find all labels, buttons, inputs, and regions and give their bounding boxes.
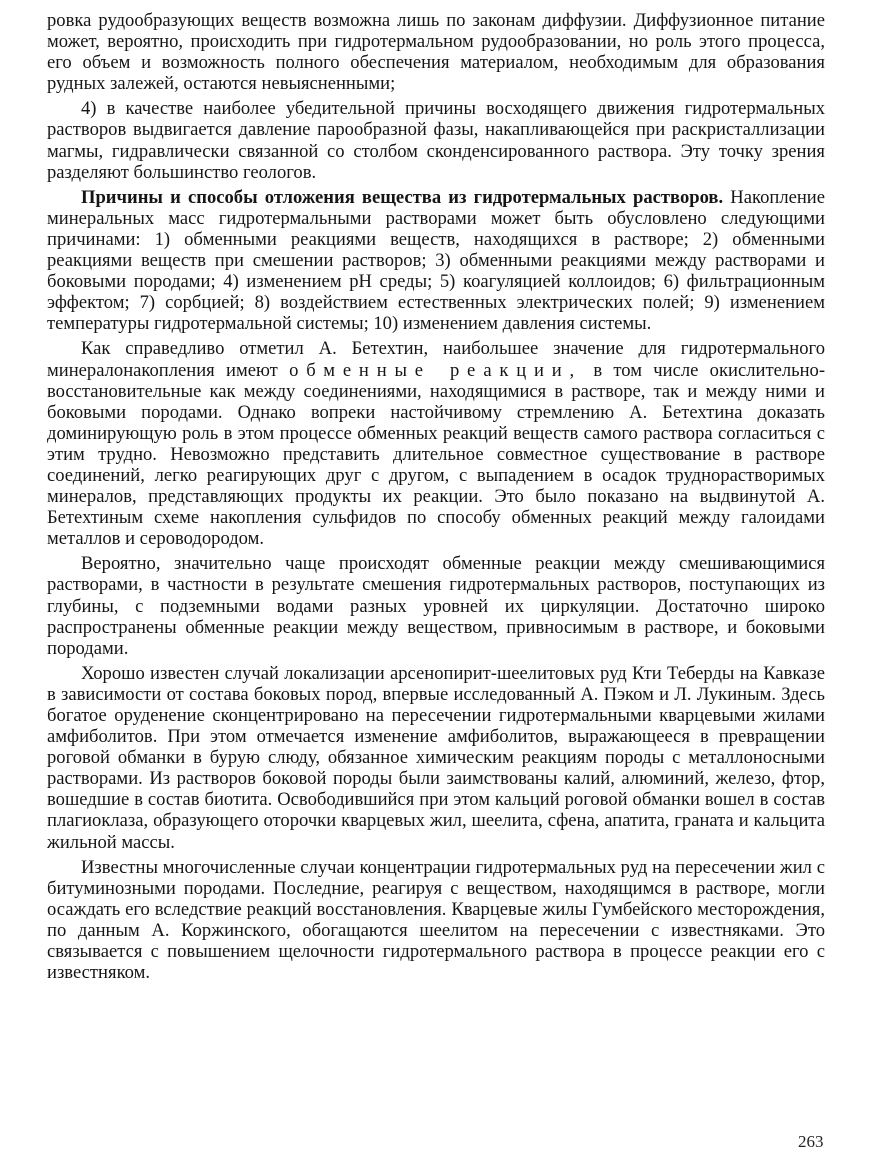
paragraph-deposition-causes (47, 187, 825, 335)
page-number: 263 (798, 1132, 824, 1151)
paragraph-exchange-reactions-after: в том числе окислительно-восстановительные как между соединениями, находящимися в растворе, так и между ними и боковыми породами. Однако вопреки настойчивому стремлению А. Бетехтина доказать доминирующую роль в этом процессе обменных реакций веществ самого раствора согласиться с этим трудно. Невозможно представить длительное совместное существование в растворе соединений, легко реагирующих друг с другом, с выпадением в осадок труднорастворимых минералов, представляющих продукты их реакции. Это было показано на выдвинутой А. Бетехтиным схеме накопления сульфидов по способу обменных реакций между галоидами металлов и сероводородом. (47, 359, 826, 550)
paragraph-exchange-reactions (47, 338, 825, 549)
paragraph-deposition-causes-text: Накопление минеральных масс гидротермальными растворами может быть обусловлено следующими причинами: 1) обменными реакциями веществ, находящихся в растворе; 2) обменными реакциями веществ при смешении растворов; 3) обменными реакциями между растворами и боковыми породами; 4) изменением pH среды; 5) коагуляцией коллоидов; 6) фильтрационным эффектом; 7) сорбцией; 8) воздействием естественных электрических полей; 9) изменением температуры гидротермальной системы; 10) изменением давления системы. (47, 186, 825, 335)
paragraph-vapour-pressure: 4) в качестве наиболее убедительной причины восходящего движения гидротермальных растворов выдвигается давление парообразной фазы, накапливающейся при раскристаллизации магмы, гидравлически связанной со столбом сконденсированного раствора. Эту точку зрения разделяют большинство геологов. (47, 98, 825, 183)
paragraph-exchange-reactions-before: Как справедливо отметил А. Бетехтин, наибольшее значение для гидротермального минералонакопления имеют (47, 338, 825, 381)
document-page (47, 10, 825, 987)
spaced-emphasis: обменные реакции, (289, 359, 583, 381)
paragraph-bituminous-rocks: Известны многочисленные случаи концентрации гидротермальных руд на пересечении жил с битуминозными породами. Последние, реагируя с веществом, находящимся в растворе, могли осаждать его вследствие реакций восстановления. Кварцевые жилы Гумбейского месторождения, по данным А. Коржинского, обогащаются шеелитом на пересечении с известняками. Это связывается с повышением щелочности гидротермального раствора в процессе реакции его с известняком. (47, 856, 825, 984)
paragraph-diffusion: ровка рудообразующих веществ возможна лишь по законам диффузии. Диффузионное питание может, вероятно, происходить при гидротермальном рудообразовании, но роль этого процесса, его объем и возможность полного обеспечения материалом, необходимым для образования рудных залежей, остаются невыясненными; (47, 10, 825, 95)
paragraph-mixing-solutions: Вероятно, значительно чаще происходят обменные реакции между смешивающимися растворами, в частности в результате смешения гидротермальных растворов, поступающих из глубины, с подземными водами разных уровней их циркуляции. Достаточно широко распространены обменные реакции между веществом, привносимым в растворе, и боковыми породами. (47, 553, 825, 659)
section-heading: Причины и способы отложения вещества из гидротермальных растворов. (81, 186, 724, 208)
paragraph-kti-teberda: Хорошо известен случай локализации арсенопирит-шеелитовых руд Кти Теберды на Кавказе в зависимости от состава боковых пород, впервые исследованный А. Пэком и Л. Лукиным. Здесь богатое оруденение сконцентрировано на пересечении гидротермальными кварцевыми жилами амфиболитов. При этом отмечается изменение амфиболитов, выражающееся в превращении роговой обманки в бурую слюду, обязанное химическим реакциям породы с металлоносными растворами. Из растворов боковой породы были заимствованы калий, алюминий, железо, фтор, вошедшие в состав биотита. Освободившийся при этом кальций роговой обманки вошел в состав плагиоклаза, образующего оторочки кварцевых жил, шеелита, сфена, апатита, граната и кальцита жильной массы. (47, 662, 825, 853)
